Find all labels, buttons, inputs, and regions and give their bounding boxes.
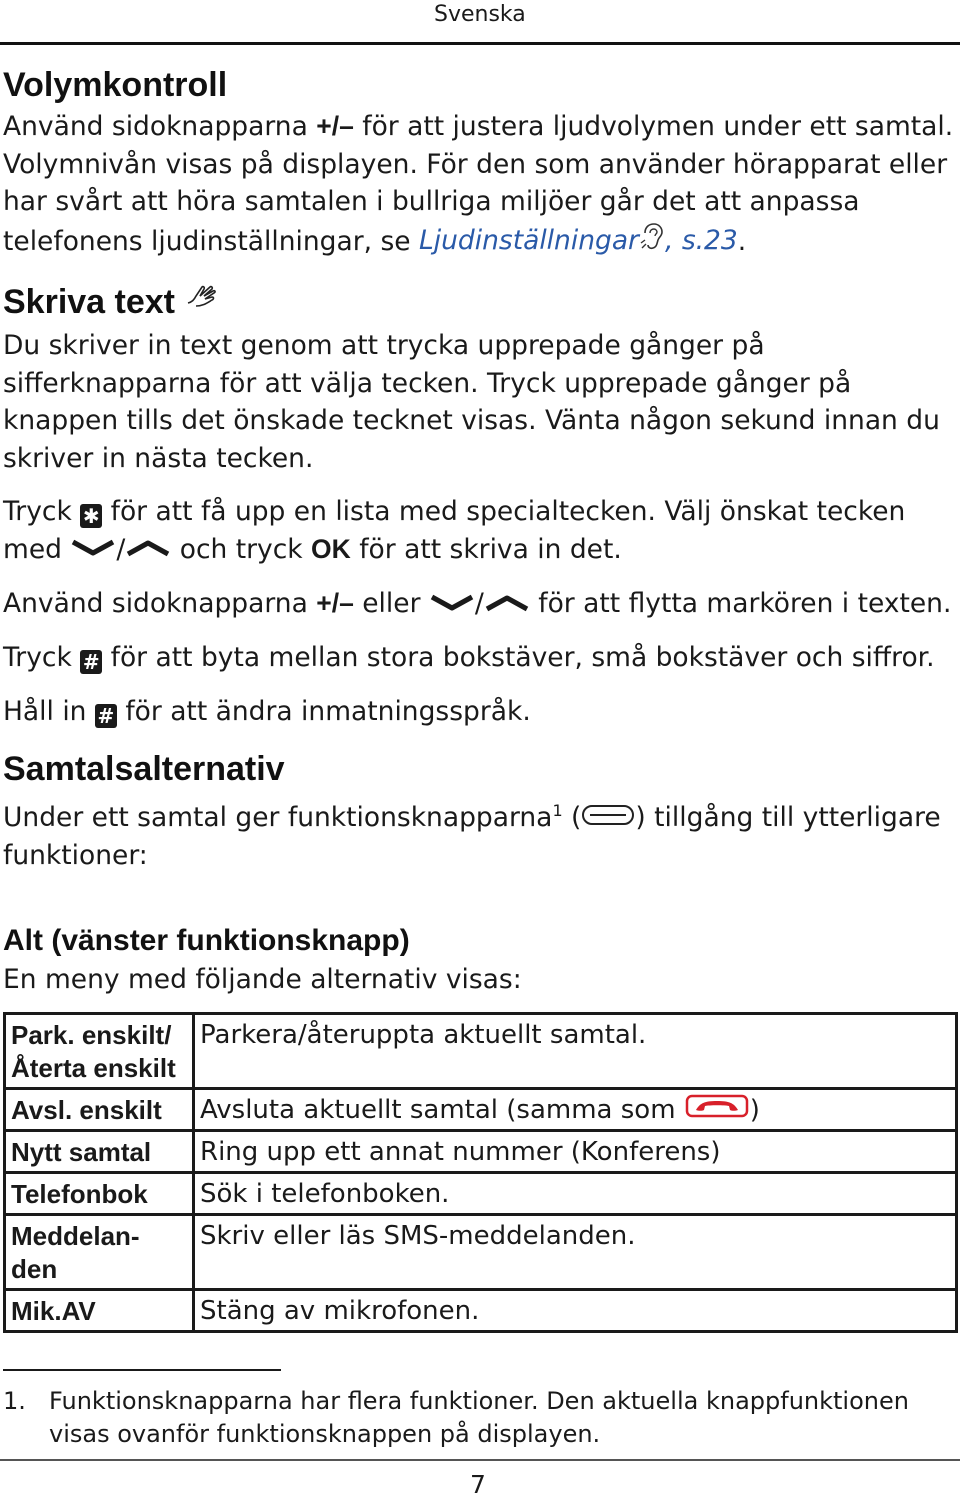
ear-icon bbox=[639, 221, 665, 264]
footnote-rule bbox=[3, 1369, 281, 1371]
footnote-text: Funktionsknapparna har flera funktioner. Den aktuella knappfunktionen visas ovanför funktionsknappen på displayen. bbox=[49, 1387, 909, 1449]
footnote bbox=[3, 1385, 955, 1451]
page-content bbox=[3, 62, 955, 1451]
p3-slash: / bbox=[474, 587, 484, 619]
option-key: Meddelan-den bbox=[5, 1215, 194, 1290]
option-desc: Parkera/återuppta aktuellt samtal. bbox=[194, 1014, 957, 1089]
p3-text-b: eller bbox=[353, 587, 429, 619]
option-desc: Stäng av mikrofonen. bbox=[194, 1290, 957, 1332]
alt-options-table bbox=[3, 1012, 958, 1333]
end-call-icon bbox=[684, 1094, 750, 1127]
p4-text-b: för att byta mellan stora bokstäver, små bokstäver och siffror. bbox=[102, 642, 935, 674]
soft-key-icon bbox=[581, 800, 635, 838]
chevron-down-icon bbox=[70, 531, 116, 569]
option-key: Telefonbok bbox=[5, 1173, 194, 1215]
footnote-ref: 1 bbox=[552, 801, 563, 821]
p3-text-a: Använd sidoknapparna bbox=[3, 587, 317, 619]
p2-ok: OK bbox=[311, 533, 351, 564]
page-header bbox=[0, 0, 960, 44]
sound-settings-link[interactable] bbox=[419, 225, 738, 256]
call-options-title: Samtalsalternativ bbox=[3, 750, 285, 789]
alt-menu-title: Alt (vänster funktionsknapp) bbox=[3, 923, 410, 957]
alt-menu-intro: En meny med följande alternativ visas: bbox=[3, 963, 522, 995]
text-entry-paragraph-4 bbox=[3, 639, 955, 677]
call-options-text-b: ( bbox=[562, 801, 582, 833]
option-desc-end: ) bbox=[749, 1095, 760, 1126]
hash-key-icon: # bbox=[80, 650, 102, 674]
option-desc: Ring upp ett annat nummer (Konferens) bbox=[194, 1131, 957, 1173]
text-entry-paragraph-1: Du skriver in text genom att trycka upprepade gånger på sifferknapparna för att välja tecken. Tryck upprepade gånger på knappen tills det önskade tecknet visas. Vänta någon sekund innan du skriver in nästa tecken. bbox=[3, 330, 940, 474]
volume-keys: +/– bbox=[316, 111, 354, 141]
table-row bbox=[5, 1014, 957, 1089]
text-entry-paragraph-2 bbox=[3, 493, 955, 569]
chevron-up-icon bbox=[125, 531, 171, 569]
text-entry-paragraph-3 bbox=[3, 585, 955, 623]
chevron-down-icon bbox=[429, 586, 475, 624]
call-options-text-a: Under ett samtal ger funktionsknapparna bbox=[3, 801, 553, 833]
volume-text-3: . bbox=[737, 225, 747, 257]
header-language: Svenska bbox=[434, 2, 526, 27]
option-key: Nytt samtal bbox=[5, 1131, 194, 1173]
sound-settings-link-text: Ljudinställningar bbox=[418, 225, 639, 257]
p2-slash: / bbox=[116, 533, 126, 565]
option-desc-text: Avsluta aktuellt samtal (samma som bbox=[200, 1095, 684, 1126]
volume-title: Volymkontroll bbox=[3, 66, 228, 104]
volume-text-1: Använd sidoknapparna bbox=[3, 111, 317, 142]
text-entry-paragraph-5 bbox=[3, 693, 955, 731]
option-desc bbox=[194, 1089, 957, 1131]
call-options-text-c: ) tillgång till ytterligare funktioner: bbox=[3, 801, 941, 872]
p2-text-d: för att skriva in det. bbox=[350, 533, 622, 565]
text-entry-heading bbox=[3, 279, 955, 327]
option-key: Park. enskilt/Återta enskilt bbox=[5, 1014, 194, 1089]
text-entry-title: Skriva text bbox=[3, 283, 175, 321]
header-rule bbox=[0, 42, 960, 45]
table-row bbox=[5, 1290, 957, 1332]
footnote-number: 1. bbox=[3, 1387, 26, 1416]
p3-keys: +/– bbox=[316, 587, 354, 618]
p2-text-a: Tryck bbox=[3, 496, 81, 528]
option-desc: Skriv eller läs SMS-meddelanden. bbox=[194, 1215, 957, 1290]
page-number: 7 bbox=[470, 1470, 486, 1499]
star-key-icon: ✱ bbox=[80, 504, 102, 528]
p2-text-c: och tryck bbox=[171, 533, 312, 565]
p3-text-c: för att flytta markören i texten. bbox=[529, 587, 952, 619]
option-desc: Sök i telefonboken. bbox=[194, 1173, 957, 1215]
table-row bbox=[5, 1089, 957, 1131]
chevron-up-icon bbox=[484, 586, 530, 624]
p5-text-a: Håll in bbox=[3, 695, 95, 727]
option-key: Avsl. enskilt bbox=[5, 1089, 194, 1131]
table-row bbox=[5, 1173, 957, 1215]
table-row bbox=[5, 1131, 957, 1173]
hand-icon bbox=[184, 281, 218, 327]
p2-text-b: för att få upp en lista med specialtecken. Välj önskat tecken med bbox=[3, 496, 906, 565]
volume-text-2: för att justera ljudvolymen under ett samtal. Volymnivån visas på displayen. För den som använder hörapparat eller har svårt att höra samtalen i bullriga miljöer går det att anpassa telefonens ljudinställningar, se bbox=[3, 111, 954, 257]
footer-rule bbox=[0, 1459, 960, 1461]
volume-paragraph bbox=[3, 108, 955, 263]
p5-text-b: för att ändra inmatningsspråk. bbox=[116, 695, 531, 727]
option-key: Mik.AV bbox=[5, 1290, 194, 1332]
sound-settings-link-page: , s.23 bbox=[664, 225, 738, 257]
table-row bbox=[5, 1215, 957, 1290]
hash-key-icon: # bbox=[95, 704, 117, 728]
call-options-paragraph bbox=[3, 792, 955, 875]
p4-text-a: Tryck bbox=[3, 642, 81, 674]
